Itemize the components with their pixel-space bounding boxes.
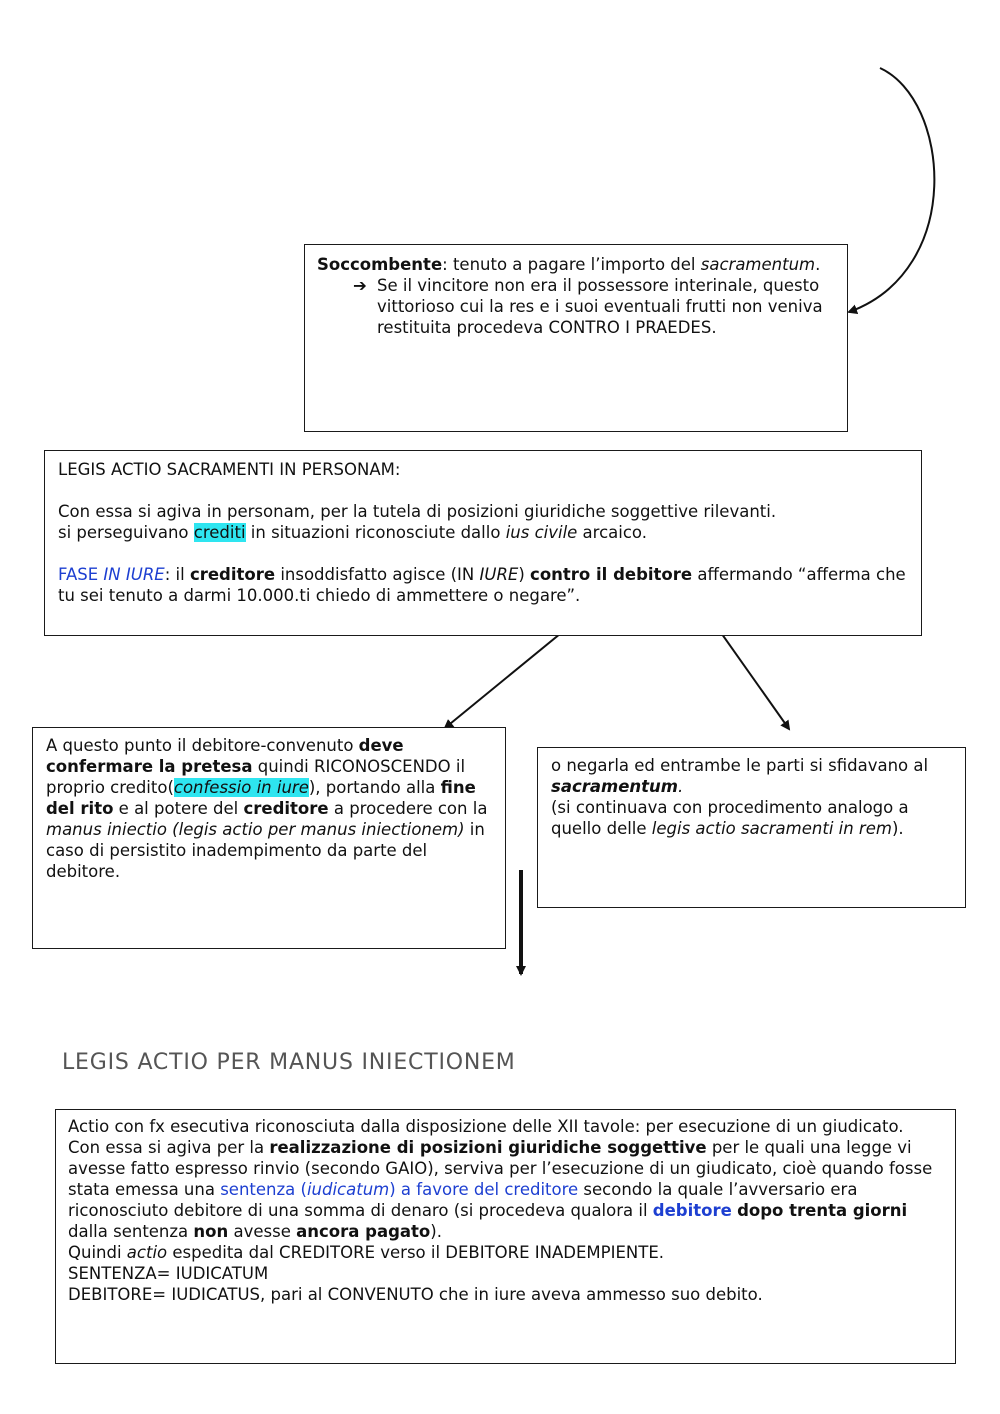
creditore-bold: creditore <box>189 565 276 584</box>
confessio-t1: A questo punto il debitore-convenuto <box>46 736 359 755</box>
p2-f: dalla sentenza <box>68 1222 194 1241</box>
manus-p5: DEBITORE= IUDICATUS, pari al CONVENUTO che in iure aveva ammesso suo debito. <box>68 1285 763 1304</box>
dopo-trenta-bold: dopo trenta giorni <box>737 1201 908 1220</box>
confessio-t2: quindi RICONOSCENDO il proprio credito( <box>46 757 466 797</box>
personam-box <box>44 450 922 636</box>
p2-d: secondo la quale l’avversario era riconosciuto debitore di una somma di denaro (si procedeva qualora il <box>68 1180 858 1220</box>
p3-a: Quindi <box>68 1243 127 1262</box>
p2-blue1: sentenza ( <box>220 1180 307 1199</box>
fase-e: affermando “afferma che tu sei tenuto a darmi 10.000.ti chiedo di ammettere o negare”. <box>58 565 906 605</box>
confessio-t4: e al potere del <box>113 799 244 818</box>
ancora-pagato-bold: ancora pagato <box>296 1222 431 1241</box>
confessio-box <box>32 727 506 949</box>
negarla-t1: o negarla ed entrambe le parti si sfidavano al <box>551 756 929 775</box>
debitore-blue-bold: debitore <box>652 1201 732 1220</box>
confermare-bold: deve confermare la pretesa <box>46 736 404 776</box>
confessio-highlight: confessio in iure <box>173 778 309 797</box>
fase-in-iure <box>58 564 908 606</box>
curved-arrow <box>849 68 934 312</box>
manus-p4: SENTENZA= IUDICATUM <box>68 1264 269 1283</box>
list-item <box>353 275 835 338</box>
personam-line2 <box>58 522 908 543</box>
line2-b: in situazioni riconosciute dallo <box>245 523 506 542</box>
line2-c: arcaico. <box>577 523 647 542</box>
manus-p2 <box>68 1137 943 1242</box>
line2-a: si perseguivano <box>58 523 194 542</box>
p2-g: avesse <box>228 1222 297 1241</box>
crediti-highlight: crediti <box>193 523 246 542</box>
fase-c: insoddisfatto agisce (IN <box>275 565 480 584</box>
p2-c: per le quali una legge vi avesse fatto espresso rinvio (secondo GAIO), serviva per l’esecuzione di un giudicato, cioè quando fosse stata emessa una <box>68 1138 933 1199</box>
in-iure-label: IN IURE <box>103 565 165 584</box>
confessio-t5: a procedere con la <box>328 799 488 818</box>
bullet-text: Se il vincitore non era il possessore interinale, questo vittorioso cui la res e i suoi eventuali frutti non veniva restituita procedeva CONTRO I PRAEDES. <box>377 276 823 337</box>
arrow-right-icon: ➔ <box>353 276 367 295</box>
arrow-to-confessio <box>445 620 577 728</box>
negarla-t2: (si continuava con procedimento analogo a quello delle <box>551 798 909 838</box>
soccombente-text <box>317 254 835 275</box>
soccombente-box <box>304 244 848 432</box>
p3-b: espedita dal CREDITORE verso il DEBITORE INADEMPIENTE. <box>167 1243 665 1262</box>
fase-label: FASE <box>58 565 104 584</box>
negarla-text <box>551 755 952 839</box>
manus-p1: Actio con fx esecutiva riconosciuta dalla disposizione delle XII tavole: per esecuzione di un giudicato. <box>68 1117 904 1136</box>
personam-title: LEGIS ACTIO SACRAMENTI IN PERSONAM: <box>58 460 401 479</box>
manus-box <box>55 1109 956 1364</box>
confessio-t6: in caso di persistito inadempimento da parte del debitore. <box>46 820 485 881</box>
iure-italic: IURE <box>479 565 519 584</box>
arrow-to-negarla <box>712 620 789 729</box>
confessio-text <box>46 735 492 882</box>
sacramentum-bold-italic: sacramentum <box>551 777 678 796</box>
p2-bold: realizzazione di posizioni giuridiche soggettive <box>269 1138 707 1157</box>
manus-heading: LEGIS ACTIO PER MANUS INIECTIONEM <box>62 1050 516 1075</box>
contro-debitore-bold: contro il debitore <box>530 565 693 584</box>
iudicatum-italic: iudicatum <box>306 1180 390 1199</box>
sacramentum-italic: sacramentum <box>700 255 816 274</box>
p2-a: Con essa si agiva per la <box>68 1138 270 1157</box>
soccombente-bold: Soccombente <box>317 255 443 274</box>
p2-h: ). <box>430 1222 442 1241</box>
manus-p3 <box>68 1242 943 1263</box>
p2-blue2: ) a favore del creditore <box>389 1180 579 1199</box>
soccombente-text-a: : tenuto a pagare l’importo del <box>442 255 701 274</box>
negarla-dot: . <box>677 777 684 796</box>
non-bold: non <box>193 1222 229 1241</box>
creditore-bold-2: creditore <box>243 799 329 818</box>
sacramenti-in-rem-italic: legis actio sacramenti in rem <box>651 819 892 838</box>
soccombente-list <box>317 275 835 338</box>
ius-civile-italic: ius civile <box>505 523 578 542</box>
negarla-box <box>537 747 966 908</box>
fase-b: : il <box>164 565 190 584</box>
negarla-t3: ). <box>891 819 904 838</box>
confessio-t3: ), portando alla <box>308 778 441 797</box>
manus-iniectio-italic: manus iniectio (legis actio per manus iniectionem) <box>46 820 465 839</box>
personam-line1: Con essa si agiva in personam, per la tutela di posizioni giuridiche soggettive rilevanti. <box>58 502 777 521</box>
soccombente-end: . <box>815 255 821 274</box>
actio-italic: actio <box>126 1243 168 1262</box>
fine-rito-bold: fine del rito <box>46 778 476 818</box>
fase-d: ) <box>518 565 531 584</box>
